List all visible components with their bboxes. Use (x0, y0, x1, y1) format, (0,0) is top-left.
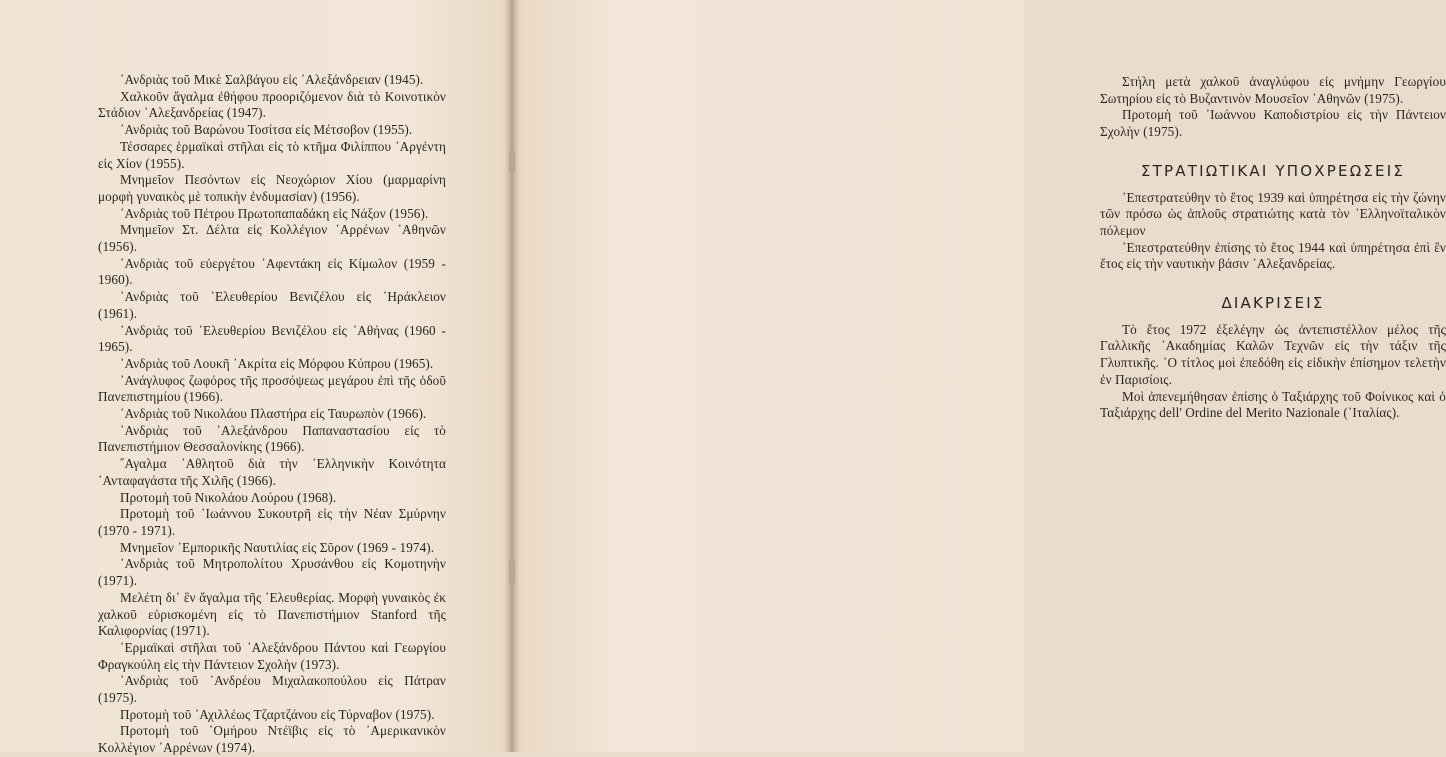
work-entry: ῎Αγαλμα ᾿Αθλητοῦ διὰ τὴν ῾Ελληνικὴν Κοινότητα ᾿Ανταφαγάστα τῆς Χιλῆς (1966). (98, 456, 446, 488)
work-entry: ῾Ερμαϊκαὶ στῆλαι τοῦ ᾿Αλεξάνδρου Πάντου καὶ Γεωργίου Φραγκούλη εἰς τὴν Πάντειον Σχολὴν (1973). (98, 639, 446, 672)
work-entry: ᾿Ανδριὰς τοῦ ᾿Ανδρέου Μιχαλακοπούλου εἰς Πάτραν (1975). (98, 673, 446, 706)
military-entry: ᾿Επεστρατεύθην τὸ ἔτος 1939 καὶ ὑπηρέτησα εἰς τὴν ζώνην τῶν πρόσω ὡς ἁπλοῦς στρατιώτης κατὰ τὸν ῾Ελληνοϊταλικὸν πόλεμον (1100, 189, 1446, 238)
honors-heading: ΔΙΑΚΡΙΣΕΙΣ (1221, 294, 1325, 313)
work-entry: Μνημεῖον Πεσόντων εἰς Νεοχώριον Χίου (μαρμαρίνη μορφὴ γυναικὸς μὲ τοπικὴν ἐνδυμασίαν) (1956). (98, 172, 446, 204)
work-entry: ᾿Ανδριὰς τοῦ Νικολάου Πλαστήρα εἰς Ταυρωπὸν (1966). (120, 406, 427, 422)
right-text (1100, 74, 1446, 422)
work-entry: ᾿Ανδριὰς τοῦ εὐεργέτου ᾿Αφεντάκη εἰς Κίμωλον (1959 - 1960). (98, 255, 446, 288)
right-page (516, 0, 1446, 752)
work-entry: Προτομὴ τοῦ ᾿Ιωάννου Συκουτρῆ εἰς τὴν Νέαν Σμύρνην (1970 - 1971). (98, 506, 446, 538)
honors-entry: Μοὶ ἀπενεμήθησαν ἐπίσης ὁ Ταξιάρχης τοῦ Φοίνικος καὶ ὁ Ταξιάρχης dell' Ordine del Merito Nazionale (᾿Ιταλίας). (1100, 388, 1446, 421)
staple-top (509, 150, 515, 174)
work-entry: ᾿Ανδριὰς τοῦ Μικὲ Σαλβάγου εἰς ᾿Αλεξάνδρειαν (1945). (120, 72, 424, 87)
staple-bottom (509, 560, 515, 584)
work-entry: ᾿Ανδριὰς τοῦ Λουκῆ ᾿Ακρίτα εἰς Μόρφου Κύπρου (1965). (120, 355, 434, 371)
work-entry: Στήλη μετὰ χαλκοῦ ἀναγλύφου εἰς μνήμην Γεωργίου Σωτηρίου εἰς τὸ Βυζαντινὸν Μουσεῖον ᾿Αθηνῶν (1975). (1100, 74, 1446, 106)
work-entry: Χαλκοῦν ἄγαλμα ἐθήφου προοριζόμενον διὰ τὸ Κοινοτικὸν Στάδιον ᾿Αλεξανδρείας (1947). (98, 88, 446, 121)
work-entry: ᾿Ανδριὰς τοῦ ᾿Ελευθερίου Βενιζέλου εἰς ᾿Αθήνας (1960 - 1965). (98, 322, 446, 355)
left-page (0, 0, 508, 756)
work-entry: ᾿Ανδριὰς τοῦ Βαρώνου Τοσίτσα εἰς Μέτσοβον (1955). (120, 122, 413, 138)
work-entry: ᾿Ανδριὰς τοῦ Μητροπολίτου Χρυσάνθου εἰς Κομοτηνὴν (1971). (98, 556, 446, 589)
work-entry: Προτομὴ τοῦ ᾿Αχιλλέως Τζαρτζάνου εἰς Τύρναβον (1975). (120, 706, 435, 722)
honors-entry: Τὸ ἔτος 1972 ἐξελέγην ὡς ἀντεπιστέλλον μέλος τῆς Γαλλικῆς ᾿Ακαδημίας Καλῶν Τεχνῶν εἰς τὴν τάξιν τῆς Γλυπτικῆς. ῾Ο τίτλος μοὶ ἐπεδόθη εἰς εἰδικὴν ἐπίσημον τελετὴν ἐν Παρισίοις. (1100, 321, 1446, 387)
work-entry: Προτομὴ τοῦ ᾿Ιωάννου Καποδιστρίου εἰς τὴν Πάντειον Σχολὴν (1975). (1100, 107, 1446, 140)
work-entry: Μνημεῖον Στ. Δέλτα εἰς Κολλέγιον ᾿Αρρένων ᾿Αθηνῶν (1956). (98, 222, 446, 255)
work-entry: ᾿Ανδριὰς τοῦ ᾿Ελευθερίου Βενιζέλου εἰς ῾Ηράκλειον (1961). (98, 289, 446, 321)
work-entry: Μνημεῖον ᾿Εμπορικῆς Ναυτιλίας εἰς Σῦρον (1969 - 1974). (120, 539, 435, 555)
work-entry: Τέσσαρες ἑρμαϊκαὶ στῆλαι εἰς τὸ κτῆμα Φιλίππου ᾿Αργέντη εἰς Χίον (1955). (98, 138, 446, 171)
work-entry: ᾿Ανδριὰς τοῦ Πέτρου Πρωτοπαπαδάκη εἰς Νάξον (1956). (120, 205, 429, 221)
work-entry: ᾿Ανδριὰς τοῦ ᾿Αλεξάνδρου Παπαναστασίου εἰς τὸ Πανεπιστήμιον Θεσσαλονίκης (1966). (98, 422, 446, 455)
work-entry: Προτομὴ τοῦ ῾Ομήρου Ντέϊβις εἰς τὸ ᾿Αμερικανικὸν Κολλέγιον ᾿Αρρένων (1974). (98, 723, 446, 756)
military-heading: ΣΤΡΑΤΙΩΤΙΚΑΙ ΥΠΟΧΡΕΩΣΕΙΣ (1140, 161, 1406, 180)
work-entry: Προτομὴ τοῦ Νικολάου Λούρου (1968). (120, 489, 337, 505)
work-entry: Μελέτη δι᾿ ἓν ἄγαλμα τῆς ᾿Ελευθερίας. Μορφὴ γυναικὸς ἐκ χαλκοῦ εὑρισκομένη εἰς τὸ Πανεπιστήμιον Stanford τῆς Καλιφορνίας (1971). (98, 589, 446, 639)
work-entry: ᾿Ανάγλυφος ζωφόρος τῆς προσόψεως μεγάρου ἐπὶ τῆς ὁδοῦ Πανεπιστημίου (1966). (98, 372, 446, 405)
military-entry: ᾿Επεστρατεύθην ἐπίσης τὸ ἔτος 1944 καὶ ὑπηρέτησα ἐπὶ ἓν ἔτος εἰς τὴν ναυτικὴν βάσιν ᾿Αλεξανδρείας. (1100, 239, 1446, 272)
works-list (98, 72, 446, 757)
